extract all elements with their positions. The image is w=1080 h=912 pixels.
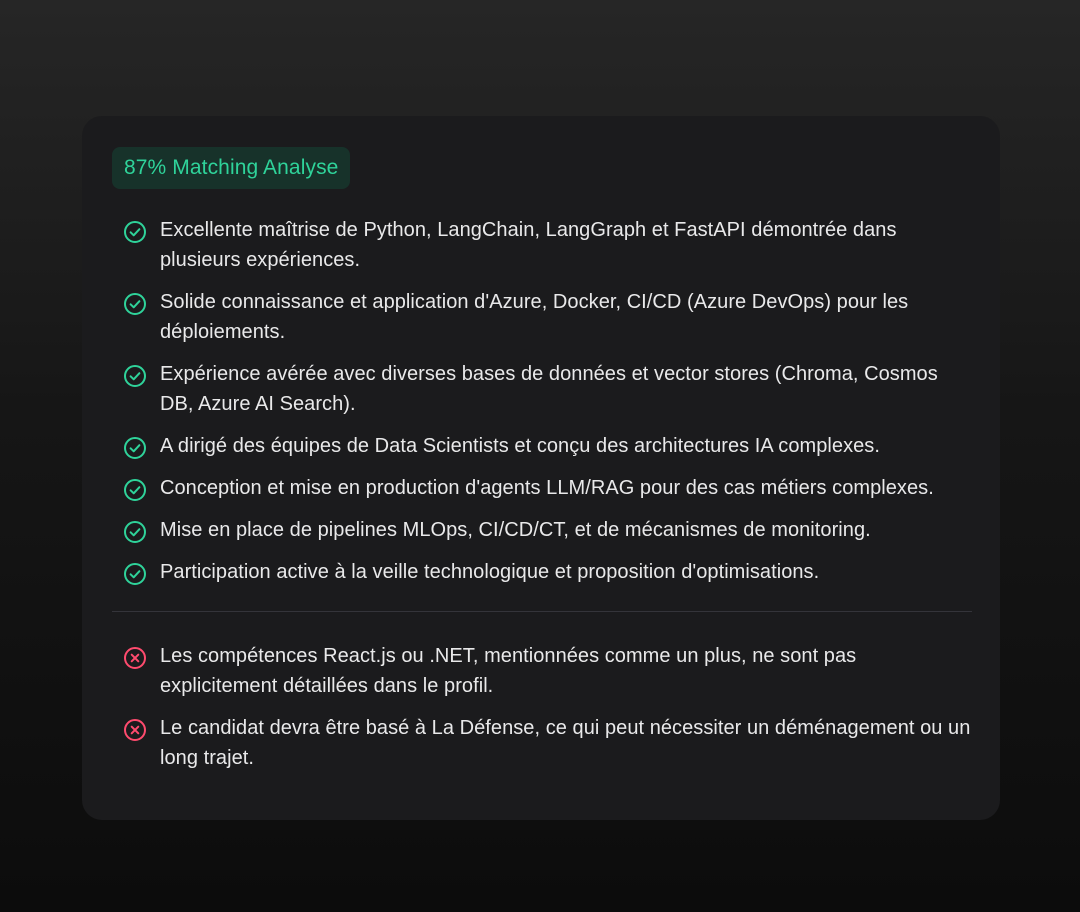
check-circle-icon [123, 478, 147, 502]
strength-item [112, 359, 972, 419]
strength-text: Conception et mise en production d'agents LLM/RAG pour des cas métiers complexes. [160, 477, 934, 499]
matching-analysis-card [82, 116, 1000, 820]
strength-text: A dirigé des équipes de Data Scientists et conçu des architectures IA complexes. [160, 435, 880, 457]
section-divider [112, 611, 972, 612]
weakness-text: Les compétences React.js ou .NET, mentionnées comme un plus, ne sont pas explicitement détaillées dans le profil. [160, 645, 857, 697]
weakness-item [112, 713, 972, 773]
strength-item [112, 215, 972, 275]
x-circle-icon [123, 718, 147, 742]
check-circle-icon [123, 436, 147, 460]
strength-text: Participation active à la veille technologique et proposition d'optimisations. [160, 561, 820, 583]
strength-text: Excellente maîtrise de Python, LangChain, LangGraph et FastAPI démontrée dans plusieurs expériences. [160, 219, 897, 271]
weaknesses-list [112, 641, 972, 773]
check-circle-icon [123, 292, 147, 316]
strength-text: Expérience avérée avec diverses bases de données et vector stores (Chroma, Cosmos DB, Azure AI Search). [160, 363, 938, 415]
weakness-text: Le candidat devra être basé à La Défense, ce qui peut nécessiter un déménagement ou un long trajet. [160, 717, 971, 769]
strength-item [112, 431, 972, 461]
strength-item [112, 287, 972, 347]
strength-text: Solide connaissance et application d'Azure, Docker, CI/CD (Azure DevOps) pour les déploiements. [160, 291, 909, 343]
strength-item [112, 473, 972, 503]
strength-text: Mise en place de pipelines MLOps, CI/CD/CT, et de mécanismes de monitoring. [160, 519, 871, 541]
check-circle-icon [123, 562, 147, 586]
strength-item [112, 557, 972, 587]
strengths-list [112, 215, 972, 587]
x-circle-icon [123, 646, 147, 670]
check-circle-icon [123, 364, 147, 388]
strength-item [112, 515, 972, 545]
weakness-item [112, 641, 972, 701]
matching-score-badge: 87% Matching Analyse [112, 147, 350, 189]
check-circle-icon [123, 220, 147, 244]
check-circle-icon [123, 520, 147, 544]
